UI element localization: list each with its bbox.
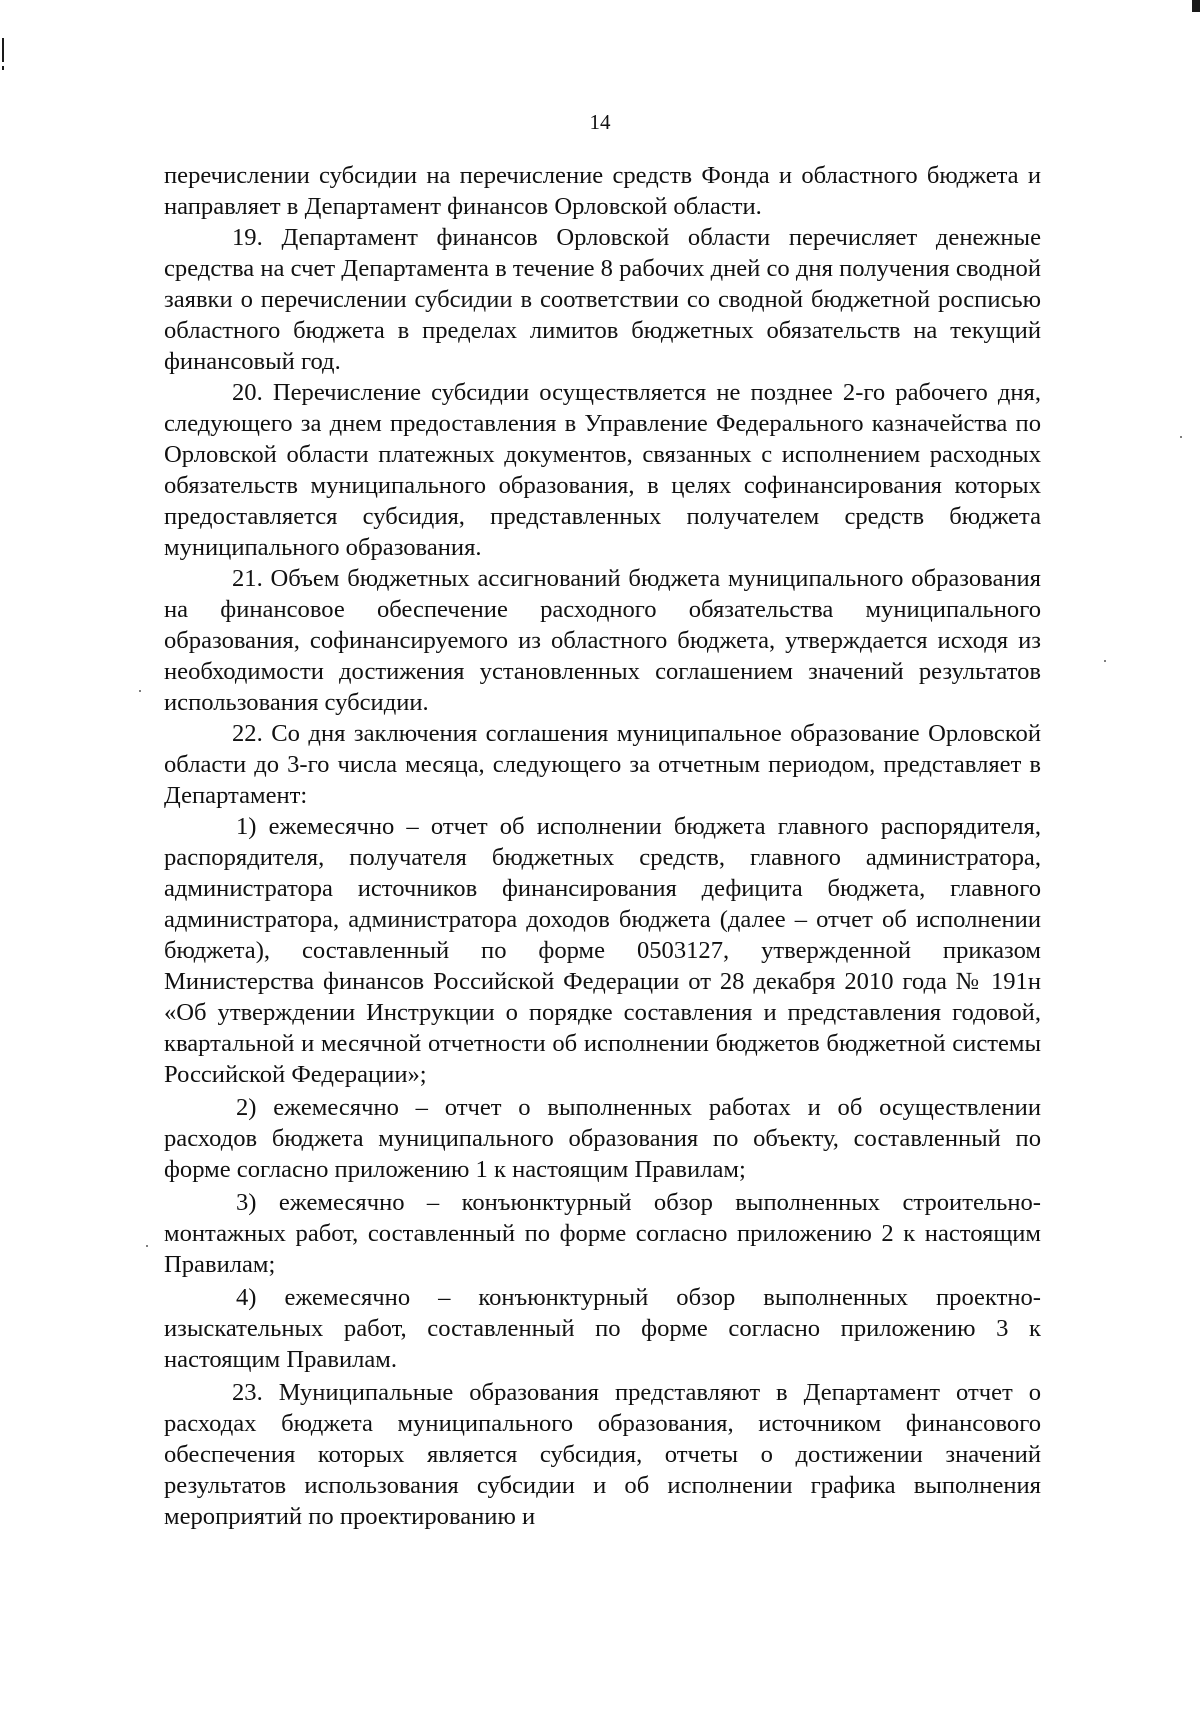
page-number: 14 [589, 110, 611, 134]
scan-mark-left-small [2, 66, 4, 70]
paragraph-21: 21. Объем бюджетных ассигнований бюджета муниципального образования на финансовое обеспечение расходного обязательства муниципального образования, софинансируемого из областного бюджета, утверждается исходя из необходимости достижения установленных соглашением значений результатов использования субсидии. [164, 565, 1041, 716]
list-item-4: 4) ежемесячно – конъюнктурный обзор выполненных проектно-изыскательных работ, составленный по форме согласно приложению 3 к настоящим Правилам. [164, 1284, 1041, 1373]
scan-speck [146, 1245, 148, 1247]
document-body [164, 160, 1041, 1532]
paragraph-continuation: перечислении субсидии на перечисление средств Фонда и областного бюджета и направляет в Департамент финансов Орловской области. [164, 162, 1041, 220]
scan-mark-left [2, 38, 4, 62]
scan-speck [139, 690, 141, 692]
paragraph-23: 23. Муниципальные образования представляют в Департамент отчет о расходах бюджета муниципального образования, источником финансового обеспечения которых является субсидия, отчеты о достижении значений результатов использования субсидии и об исполнении графика выполнения мероприятий по проектированию и [164, 1379, 1041, 1530]
paragraph-19: 19. Департамент финансов Орловской области перечисляет денежные средства на счет Департамента в течение 8 рабочих дней со дня получения сводной заявки о перечислении субсидии в соответствии со сводной бюджетной росписью областного бюджета в пределах лимитов бюджетных обязательств на текущий финансовый год. [164, 224, 1041, 375]
list-item-2: 2) ежемесячно – отчет о выполненных работах и об осуществлении расходов бюджета муниципального образования по объекту, составленный по форме согласно приложению 1 к настоящим Правилам; [164, 1094, 1041, 1183]
paragraph-20: 20. Перечисление субсидии осуществляется не позднее 2-го рабочего дня, следующего за днем предоставления в Управление Федерального казначейства по Орловской области платежных документов, связанных с исполнением расходных обязательств муниципального образования, в целях софинансирования которых предоставляется субсидия, представленных получателем средств бюджета муниципального образования. [164, 379, 1041, 561]
scan-speck [1104, 660, 1106, 662]
scan-speck [1180, 436, 1182, 438]
paragraph-22: 22. Со дня заключения соглашения муниципальное образование Орловской области до 3-го числа месяца, следующего за отчетным периодом, представляет в Департамент: [164, 720, 1041, 809]
list-item-1: 1) ежемесячно – отчет об исполнении бюджета главного распорядителя, распорядителя, получателя бюджетных средств, главного администратора, администратора источников финансирования дефицита бюджета, главного администратора, администратора доходов бюджета (далее – отчет об исполнении бюджета), составленный по форме 0503127, утвержденной приказом Министерства финансов Российской Федерации от 28 декабря 2010 года № 191н «Об утверждении Инструкции о порядке составления и представления годовой, квартальной и месячной отчетности об исполнении бюджетов бюджетной системы Российской Федерации»; [164, 813, 1041, 1088]
list-item-3: 3) ежемесячно – конъюнктурный обзор выполненных строительно-монтажных работ, составленный по форме согласно приложению 2 к настоящим Правилам; [164, 1189, 1041, 1278]
scan-mark-top-right [1192, 0, 1200, 12]
